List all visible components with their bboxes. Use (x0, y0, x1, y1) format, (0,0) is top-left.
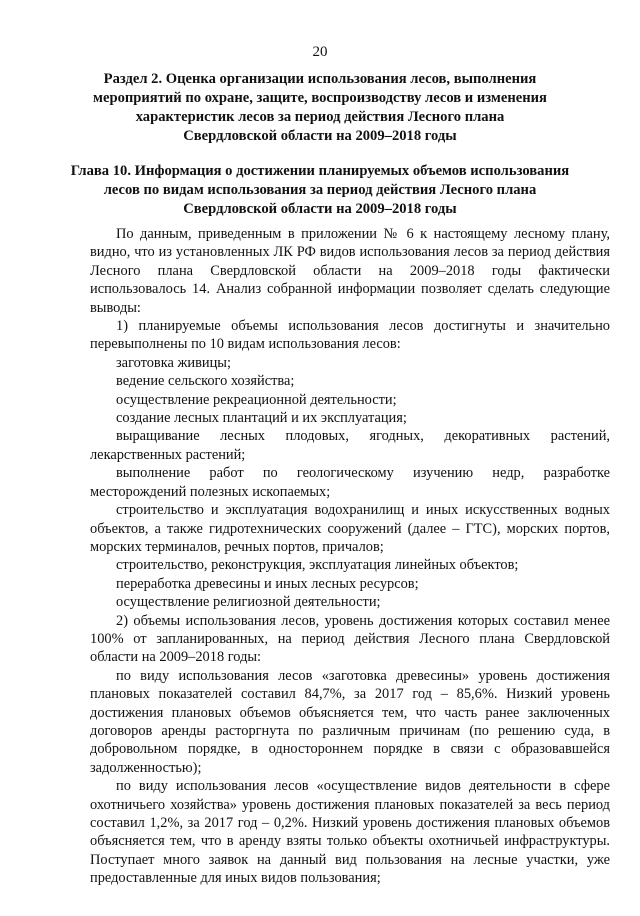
section-title-line: мероприятий по охране, защите, воспроизводству лесов и изменения (93, 90, 547, 106)
conclusion-2-paragraph: 2) объемы использования лесов, уровень достижения которых составил менее 100% от запланированных, на период действия Лесного плана Свердловской области на 2009–2018 годы: (90, 612, 610, 666)
list-item: заготовка живицы; (116, 354, 231, 371)
chapter-title (70, 162, 570, 219)
conclusion-1-paragraph: 1) планируемые объемы использования лесов достигнуты и значительно перевыполнены по 10 видам использования лесов: (90, 318, 610, 353)
list-item: переработка древесины и иных лесных ресурсов; (116, 575, 419, 592)
section-title-line: характеристик лесов за период действия Лесного плана (135, 109, 505, 125)
section-title (70, 70, 570, 146)
chapter-title-line: лесов по видам использования за период действия Лесного плана (103, 182, 537, 198)
section-title-line: Свердловской области на 2009–2018 годы (183, 128, 457, 144)
list-item: осуществление религиозной деятельности; (116, 594, 381, 611)
chapter-title-line: Глава 10. Информация о достижении планируемых объемов использования (70, 163, 570, 179)
list-item: ведение сельского хозяйства; (116, 373, 295, 390)
chapter-title-line: Свердловской области на 2009–2018 годы (183, 201, 457, 217)
list-item: создание лесных плантаций и их эксплуатация; (116, 410, 407, 427)
section-title-line: Раздел 2. Оценка организации использования лесов, выполнения (103, 71, 537, 87)
timber-harvest-paragraph: по виду использования лесов «заготовка древесины» уровень достижения плановых показателей составил 84,7%, за 2017 год – 85,6%. Низкий уровень достижения плановых объемов объясняется тем, что часть ранее заключенных договоров аренды расторгнута по различным причинам (по решению суда, в добровольном порядке, в одностороннем порядке в связи с образовавшейся задолженностью); (90, 667, 610, 776)
list-item: строительство, реконструкция, эксплуатация линейных объектов; (116, 557, 519, 574)
page-number: 20 (312, 44, 328, 60)
hunting-paragraph: по виду использования лесов «осуществление видов деятельности в сфере охотничьего хозяйства» уровень достижения плановых показателей за весь период составил 1,2%, за 2017 год – 0,2%. Низкий уровень достижения плановых объемов объясняется тем, что в аренду взяты только объекты охотничьей инфраструктуры. Поступает много заявок на данный вид пользования на лесные участки, уже предоставленные для иных видов пользования; (90, 778, 610, 887)
list-item: выращивание лесных плодовых, ягодных, декоративных растений, лекарственных растений; (90, 428, 610, 463)
document-body (90, 225, 610, 888)
list-item: строительство и эксплуатация водохранилищ и иных искусственных водных объектов, а также гидротехнических сооружений (далее – ГТС), морских портов, морских терминалов, речных портов, причалов; (90, 502, 610, 555)
intro-paragraph: По данным, приведенным в приложении № 6 к настоящему лесному плану, видно, что из установленных ЛК РФ видов использования лесов за период действия Лесного плана Свердловской области на 2009–2018 годы фактически использовалось 14. Анализ собранной информации позволяет сделать следующие выводы: (90, 226, 610, 316)
list-item: осуществление рекреационной деятельности; (116, 391, 397, 408)
list-item: выполнение работ по геологическому изучению недр, разработке месторождений полезных ископаемых; (90, 465, 610, 500)
